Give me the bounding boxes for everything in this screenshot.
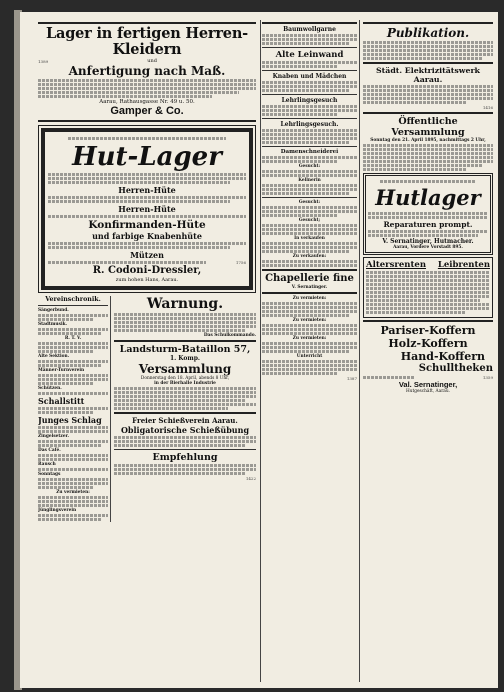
hutlager-addr: Aarau, Vordere Vorstadt 895.: [393, 245, 463, 250]
kompanie: 1. Komp.: [169, 355, 201, 362]
versammlung-date: Donnerstag den 18. April, abends 8 Uhr,: [140, 376, 230, 381]
column-rule: [260, 20, 261, 682]
text-line: [262, 109, 357, 112]
text-line: [262, 206, 357, 209]
warnung-column: [114, 296, 256, 522]
text-line: [262, 246, 357, 249]
text-line: [366, 295, 490, 298]
text-line: [262, 65, 338, 68]
text-line: [262, 188, 357, 191]
ad-code: 1389: [38, 58, 49, 64]
text-line: [38, 378, 108, 381]
text-line: [262, 105, 357, 108]
renten-ad: [363, 257, 493, 318]
versammlung-date: Sonntag den 21. April 1895, nachmittags 2 Uhr,: [370, 138, 486, 143]
text-line: [262, 113, 338, 116]
text-line: [262, 360, 357, 363]
text-line: [366, 299, 480, 302]
text-line: [114, 468, 256, 471]
text-line: [38, 486, 94, 489]
text-line: [38, 350, 94, 353]
text-line: [38, 504, 108, 507]
text-line: [38, 518, 102, 521]
versammlung-title: Versammlung: [138, 362, 232, 376]
text-line: [38, 91, 239, 94]
text-line: [114, 313, 256, 316]
elektrizitaetswerk-title: Städt. Elektrizitätswerk Aarau.: [376, 66, 480, 84]
ad-code: 1359: [482, 375, 493, 380]
damenschneiderei: Damenschneiderei: [280, 149, 339, 155]
hutlager-firm: V. Sernatinger, Hutmacher.: [382, 238, 474, 245]
text-line: [114, 407, 228, 410]
text-line: [262, 368, 357, 371]
text-line: [38, 430, 108, 433]
text-line: [262, 328, 357, 331]
text-line: [262, 242, 357, 245]
text-line: [366, 291, 490, 294]
newspaper-page: [20, 12, 498, 688]
text-line: [262, 42, 349, 45]
text-line: [114, 436, 256, 439]
text-line: [262, 184, 357, 187]
text-line: [114, 444, 245, 447]
text-line: [38, 478, 108, 481]
text-line: [38, 314, 108, 317]
hutlager-ad: [363, 173, 493, 255]
text-line: [262, 306, 357, 309]
text-line: [363, 144, 493, 147]
text-line: [38, 95, 212, 98]
text-line: [38, 426, 108, 429]
text-line: [38, 411, 94, 414]
zu-verkaufen: In verkaufen: [294, 236, 325, 241]
vermieten-3: Zu vermieten:: [292, 336, 327, 341]
zu-verkaufen-2: Zu verkaufen:: [292, 254, 327, 259]
versammlung-ort: in der Bierhalle Industrie: [154, 381, 216, 386]
text-line: [114, 399, 245, 402]
text-line: [262, 38, 357, 41]
verein-item: Jünglingsverein: [38, 508, 77, 513]
text-line: [363, 89, 493, 92]
text-line: [363, 49, 493, 52]
text-line: [363, 148, 493, 151]
text-line: [262, 232, 357, 235]
text-line: [363, 41, 493, 44]
text-line: [38, 374, 108, 377]
text-line: [38, 342, 108, 345]
ad-code: 1756: [235, 260, 246, 265]
schiessverein-title: Freier Schießverein Aarau.: [132, 416, 238, 425]
text-line: [366, 271, 490, 274]
verein-item: Das Café.: [38, 448, 61, 453]
alte-leinwand: Alte Leinwand: [275, 50, 344, 60]
verein-item: Sängerbund.: [38, 308, 69, 313]
schiessuebung: Obligatorische Schießübung: [120, 425, 250, 435]
text-line: [48, 261, 206, 264]
herren-subtitle: Anfertigung nach Maß.: [68, 64, 226, 78]
text-line: [262, 364, 357, 367]
middle-column: [262, 20, 357, 682]
text-line: [366, 275, 490, 278]
text-line: [262, 324, 357, 327]
text-line: [262, 260, 357, 263]
right-column: [363, 20, 493, 682]
muetzen: Mützen: [130, 250, 164, 260]
text-line: [262, 264, 357, 267]
herren-huete: Herren-Hüte: [118, 185, 176, 195]
warnung-title: Warnung.: [146, 296, 224, 312]
verein-item: Zingelsetzer.: [38, 434, 69, 439]
text-line: [262, 372, 338, 375]
text-line: [48, 173, 246, 176]
verein-item: R. T. V.: [64, 336, 82, 341]
text-line: [38, 83, 256, 86]
hut-firm: R. Codoni-Dressler,: [92, 265, 202, 276]
text-line: [262, 346, 357, 349]
herren-ad: [38, 26, 256, 118]
text-line: [363, 85, 493, 88]
text-line: [363, 45, 493, 48]
text-line: [262, 85, 357, 88]
koffer-firm-sub: Hutgeschäft, Aarau.: [406, 389, 450, 394]
reparaturen: Reparaturen prompt.: [383, 220, 473, 229]
text-line: [48, 196, 246, 199]
hutlager-title: Hutlager: [375, 185, 481, 210]
text-line: [262, 224, 357, 227]
holz-koffern: Holz-Koffern: [388, 337, 468, 350]
text-line: [366, 311, 465, 314]
text-line: [114, 391, 256, 394]
text-line: [38, 500, 108, 503]
text-line: [363, 101, 467, 104]
text-line: [262, 332, 357, 335]
text-line: [38, 332, 102, 335]
text-line: [262, 34, 357, 37]
verein-item: Alte Sektion.: [38, 354, 70, 359]
text-line: [262, 342, 357, 345]
text-line: [38, 482, 108, 485]
text-line: [38, 440, 108, 443]
text-line: [38, 382, 94, 385]
text-line: [38, 407, 108, 410]
text-line: [48, 246, 230, 249]
lehrlingsgesuch: Lehrlingsgesuch: [281, 97, 338, 104]
text-line: [262, 133, 357, 136]
text-line: [262, 314, 349, 317]
text-line: [262, 160, 338, 163]
text-line: [114, 317, 256, 320]
hut-title: Hut-Lager: [72, 142, 222, 172]
text-line: [368, 234, 478, 237]
text-line: [363, 152, 493, 155]
text-line: [262, 156, 357, 159]
text-line: [114, 472, 245, 475]
text-line: [114, 329, 245, 332]
text-line: [48, 200, 230, 203]
herren-title: Lager in fertigen Herren-Kleidern: [46, 25, 248, 58]
text-line: [366, 307, 490, 310]
chapellerie-firm: V. Sernatinger.: [291, 285, 328, 290]
ad-code: 1387: [346, 376, 357, 381]
hand-koffern: Hand-Koffern: [400, 350, 485, 363]
text-line: [114, 387, 256, 390]
vermieten-2: Zu vermieten:: [292, 318, 327, 323]
text-line: [38, 364, 102, 367]
rausch: Rausch: [38, 462, 56, 467]
text-line: [38, 360, 108, 363]
herren-firm: Gamper & Co.: [110, 105, 184, 117]
text-line: [38, 392, 108, 395]
text-line: [38, 87, 256, 90]
text-line: [48, 215, 246, 218]
verein-item: Schützen.: [38, 386, 62, 391]
chapellerie-title: Chapellerie fine: [265, 273, 354, 284]
text-line: [368, 216, 488, 219]
text-line: [262, 81, 357, 84]
text-line: [262, 250, 349, 253]
text-line: [366, 279, 490, 282]
text-line: [38, 346, 108, 349]
lehrlingsgesuch-2: Lehrlingsgesuch.: [280, 121, 339, 128]
text-line: [114, 325, 256, 328]
text-line: [48, 181, 230, 184]
text-line: [38, 514, 108, 517]
vereinschronik: [38, 296, 111, 522]
text-line: [38, 496, 108, 499]
versammlung-title: Öffentliche Versammlung: [391, 116, 465, 138]
altersrenten: Altersrenten: [366, 260, 427, 270]
text-line: [38, 79, 256, 82]
text-line: [262, 61, 357, 64]
column-rule: [359, 20, 360, 682]
zu-vermieten: Zu vermieten:: [56, 490, 90, 495]
gesucht: Gesucht:: [298, 164, 321, 169]
sonntags: Sonntags: [38, 472, 61, 477]
text-line: [114, 403, 256, 406]
vereinschronik-title: Vereinschronik.: [45, 296, 101, 303]
text-line: [366, 283, 490, 286]
text-line: [262, 228, 357, 231]
konfirmanden-huete: Konfirmanden-Hüte: [88, 219, 206, 231]
text-line: [368, 212, 488, 215]
schulltheken: Schulltheken: [418, 363, 493, 374]
junges-schlag: Junges Schlag: [38, 415, 102, 425]
publikation-title: Publikation.: [386, 26, 470, 40]
ad-code: 1422: [245, 476, 256, 481]
text-line: [363, 164, 483, 167]
text-line: [262, 137, 357, 140]
text-line: [262, 310, 357, 313]
text-line: [262, 214, 338, 217]
text-line: [363, 93, 493, 96]
text-line: [368, 230, 488, 233]
text-line: [48, 242, 246, 245]
text-line: [114, 321, 256, 324]
text-line: [114, 395, 256, 398]
text-line: [114, 464, 256, 467]
text-line: [363, 53, 493, 56]
hut-lager-ad: [41, 128, 253, 290]
text-line: [38, 444, 102, 447]
pariser-koffern: Pariser-Koffern: [380, 324, 476, 337]
text-line: [38, 468, 108, 471]
hut-city: zum hohen Hans, Aarau.: [115, 277, 179, 283]
text-line: [262, 210, 357, 213]
gesucht-2: Gesucht:: [298, 200, 321, 205]
left-column: [38, 20, 256, 682]
text-line: [38, 454, 108, 457]
unterricht: Unterricht: [296, 354, 323, 359]
text-line: [363, 376, 415, 379]
text-line: [380, 180, 476, 183]
text-line: [262, 170, 357, 173]
text-line: [262, 89, 349, 92]
text-line: [363, 97, 493, 100]
ad-code: 1416: [482, 105, 493, 110]
text-line: [48, 177, 246, 180]
kellnerin: Kellnerin: [298, 178, 321, 183]
text-line: [366, 287, 490, 290]
knaben-huete: und farbige Knabenhüte: [92, 231, 202, 241]
text-line: [262, 350, 349, 353]
text-line: [363, 168, 467, 171]
und-text: und: [147, 58, 157, 64]
koffer-firm: Val. Sernatinger,: [398, 380, 458, 389]
text-line: [262, 129, 357, 132]
text-line: [262, 141, 349, 144]
text-line: [262, 174, 357, 177]
vermieten: Zu vermieten:: [292, 296, 327, 301]
empfehlung-title: Empfehlung: [152, 452, 218, 463]
herren-huete-2: Herren-Hüte: [118, 204, 176, 214]
leibrenten: Leibrenten: [437, 260, 490, 270]
schallstitt: Schallstitt: [38, 396, 85, 406]
text-line: [114, 440, 256, 443]
text-line: [262, 302, 357, 305]
knaben-maedchen: Knaben und Mädchen: [272, 73, 347, 80]
text-line: [262, 192, 349, 195]
verein-item: Männer-Turnverein: [38, 368, 85, 373]
warnung-sign: Das Schulkommando.: [203, 333, 256, 338]
herren-address: Aarau, Rathausgasse Nr. 49 u. 50.: [99, 99, 195, 105]
text-line: [38, 458, 108, 461]
verein-item: Stadtmusik.: [38, 322, 68, 327]
text-line: [68, 137, 226, 140]
text-line: [366, 303, 490, 306]
text-line: [363, 156, 493, 159]
text-line: [363, 160, 493, 163]
bataillon-title: Landsturm-Bataillon 57,: [119, 344, 251, 355]
gesucht-3: Gesucht;: [298, 218, 321, 223]
text-line: [363, 57, 483, 60]
text-line: [38, 318, 94, 321]
baumwollgarne: Baumwollgarne: [283, 26, 336, 33]
text-line: [38, 328, 108, 331]
